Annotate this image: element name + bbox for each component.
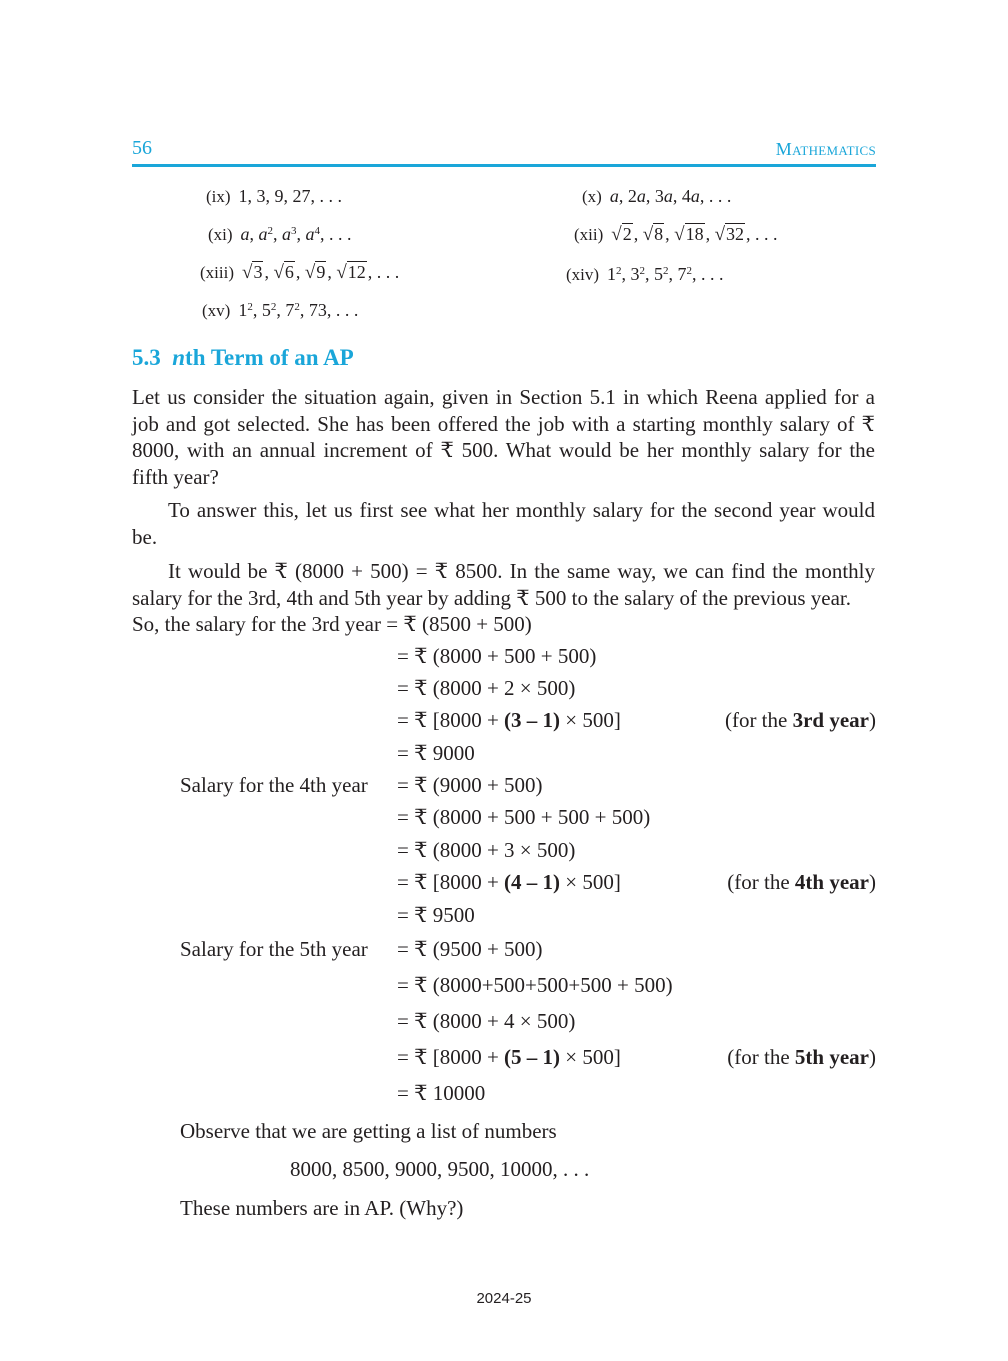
paragraph-intro: Let us consider the situation again, given in Section 5.1 in which Reena applied for a job and got selected. She has been offered the job with a starting monthly salary of ₹ 8000, with an annual increment of ₹ 500. What would be her monthly salary for the fifth year? <box>132 385 875 489</box>
term: , 4 <box>672 186 691 206</box>
fifth-year-label: Salary for the 5th year <box>180 937 368 961</box>
exponent: 4 <box>314 225 321 237</box>
paragraph-third-year-start: So, the salary for the 3rd year = ₹ (8500 + 500) <box>132 612 532 636</box>
section-title-italic: n <box>172 345 186 370</box>
exponent: 2 <box>294 301 300 313</box>
fourth-year-note: (for the 4th year) <box>727 870 876 894</box>
item-label: (xi) <box>208 225 233 244</box>
var: a <box>663 186 673 206</box>
exercise-item-xiv: (xiv) $1^2$, $3^2$, $5^2$, $7^2$, . . . <box>566 264 724 284</box>
tail: , . . . <box>692 264 724 284</box>
sqrt-term: √32 <box>714 224 745 245</box>
var: a <box>240 224 250 244</box>
term: , 3 <box>645 186 664 206</box>
fourth-year-label: Salary for the 4th year <box>180 773 368 797</box>
item-label: (xv) <box>202 301 231 320</box>
sqrt-term: √8 <box>642 224 664 245</box>
fourth-year-line-1: = ₹ (8000 + 500 + 500 + 500) <box>397 805 651 829</box>
exercise-item-xi: (xi) a, $a^2$, $a^3$, $a^4$, . . . <box>208 224 352 244</box>
var: a <box>305 224 315 244</box>
var: a <box>636 186 646 206</box>
fifth-year-note: (for the 5th year) <box>727 1045 876 1069</box>
exponent: 2 <box>267 225 274 237</box>
exponent: 2 <box>616 265 622 277</box>
tail: , . . . <box>320 224 352 244</box>
question-text: These numbers are in AP. (Why?) <box>180 1196 464 1220</box>
fifth-year-line-3: = ₹ [8000 + (5 – 1) × 500] <box>397 1045 621 1069</box>
item-text: 1, 3, 9, 27, . . . <box>238 186 343 206</box>
base: 1 <box>607 264 617 284</box>
base: 7 <box>677 264 687 284</box>
paragraph-second-year: To answer this, let us first see what her monthly salary for the second year would be. <box>132 498 875 549</box>
running-head: Mathematics <box>775 139 876 159</box>
var: a <box>609 186 619 206</box>
page-number: 56 <box>132 137 152 159</box>
sqrt-term: √9 <box>304 262 326 283</box>
exercise-item-x <box>582 186 731 207</box>
base: 3 <box>630 264 640 284</box>
tail: , . . . <box>367 262 400 282</box>
exercise-item-ix <box>206 186 342 207</box>
fifth-year-result: = ₹ 10000 <box>397 1081 486 1105</box>
third-year-result: = ₹ 9000 <box>397 741 475 765</box>
fifth-year-line-1: = ₹ (8000+500+500+500 + 500) <box>397 973 673 997</box>
item-label: (xiv) <box>566 265 600 284</box>
base: 5 <box>261 300 271 320</box>
exponent: 3 <box>291 225 297 237</box>
section-number: 5.3 <box>132 345 161 370</box>
exercise-item-xiii: (xiii) √3 , √6 , √9 , √12 , . . . <box>200 262 400 283</box>
header-rule <box>132 164 876 167</box>
exercise-item-xv: (xv) $1^2$, $5^2$, $7^2$, 73, . . . <box>202 300 359 320</box>
item-label: (xii) <box>574 225 604 244</box>
sqrt-term: √6 <box>273 262 294 283</box>
fourth-year-line-0: = ₹ (9000 + 500) <box>397 773 543 797</box>
fifth-year-line-0: = ₹ (9500 + 500) <box>397 937 543 961</box>
fourth-year-line-2: = ₹ (8000 + 3 × 500) <box>397 838 576 862</box>
exponent: 2 <box>270 301 277 313</box>
observe-text: Observe that we are getting a list of numbers <box>180 1119 557 1143</box>
fourth-year-line-3: = ₹ [8000 + (4 – 1) × 500] <box>397 870 621 894</box>
var: a <box>282 224 292 244</box>
exponent: 2 <box>686 265 693 277</box>
third-year-note: (for the 3rd year) <box>724 708 876 732</box>
sqrt-term: √18 <box>674 224 704 245</box>
item-label: (ix) <box>206 187 231 206</box>
item-label: (xiii) <box>200 263 234 282</box>
exercise-item-xii: (xii) √2 , √8 , √18 , √32 , . . . <box>574 224 778 245</box>
section-heading <box>132 345 354 371</box>
sqrt-term: √12 <box>336 262 366 283</box>
tail: , . . . <box>746 224 778 244</box>
fourth-year-result: = ₹ 9500 <box>397 903 475 927</box>
paragraph-method: It would be ₹ (8000 + 500) = ₹ 8500. In the same way, we can find the monthly salary for the 3rd, 4th and 5th year by adding ₹ 500 to the salary of the previous year. <box>132 559 875 610</box>
third-year-line-3: = ₹ [8000 + (3 – 1) × 500] <box>397 708 621 732</box>
footer-year: 2024-25 <box>476 1290 532 1307</box>
var: a <box>258 224 268 244</box>
sqrt-term: √2 <box>611 224 632 245</box>
sequence-text: 8000, 8500, 9000, 9500, 10000, . . . <box>290 1157 590 1181</box>
tail: , 73, . . . <box>299 300 359 320</box>
exponent: 2 <box>663 265 669 277</box>
fifth-year-line-2: = ₹ (8000 + 4 × 500) <box>397 1009 576 1033</box>
section-title: th Term of an AP <box>185 345 354 370</box>
base: 7 <box>285 300 295 320</box>
term: , . . . <box>699 186 732 206</box>
var: a <box>690 186 700 206</box>
base: 5 <box>654 264 664 284</box>
base: 1 <box>238 300 248 320</box>
third-year-line-2: = ₹ (8000 + 2 × 500) <box>397 676 576 700</box>
exponent: 2 <box>247 301 253 313</box>
sqrt-term: √3 <box>242 262 263 283</box>
item-label: (x) <box>582 187 602 206</box>
term: , 2 <box>618 186 637 206</box>
third-year-line-1: = ₹ (8000 + 500 + 500) <box>397 644 597 668</box>
exponent: 2 <box>639 265 646 277</box>
